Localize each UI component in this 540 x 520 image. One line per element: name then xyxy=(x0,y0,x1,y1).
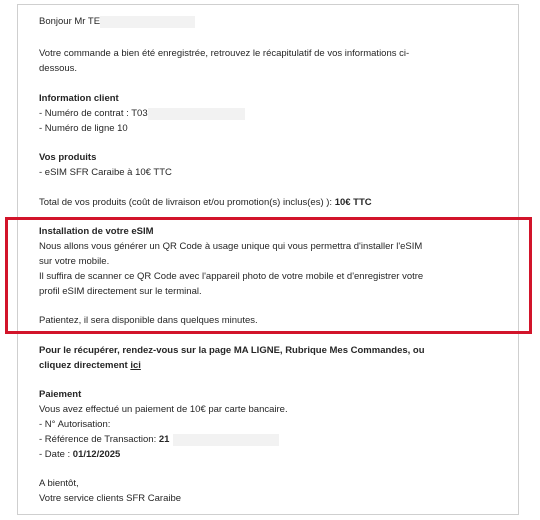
authorization-line: - N° Autorisation: xyxy=(39,419,111,430)
redacted-contract-number xyxy=(148,108,245,120)
esim-line-2: sur votre mobile. xyxy=(39,256,110,267)
retrieve-line-1: Pour le récupérer, rendez-vous sur la page MA LIGNE, Rubrique Mes Commandes, ou xyxy=(39,345,425,356)
esim-line-5: Patientez, il sera disponible dans quelques minutes. xyxy=(39,315,258,326)
payment-title: Paiement xyxy=(39,389,82,400)
total-amount: 10€ TTC xyxy=(334,197,372,208)
esim-title: Installation de votre eSIM xyxy=(39,226,154,237)
transaction-ref-line xyxy=(39,434,279,446)
closing-line-1: A bientôt, xyxy=(39,478,79,489)
intro-line-2: dessous. xyxy=(39,63,78,74)
client-info-title: Information client xyxy=(39,93,119,104)
esim-line-1: Nous allons vous générer un QR Code à usage unique qui vous permettra d'installer l'eSIM xyxy=(39,241,423,252)
esim-line-4: profil eSIM directement sur le terminal. xyxy=(39,286,202,297)
transaction-ref-value: 21 xyxy=(158,434,170,445)
intro-line-1: Votre commande a bien été enregistrée, retrouvez le récapitulatif de vos informations ci- xyxy=(39,48,410,59)
contract-number-line xyxy=(39,108,245,120)
date-label: - Date : xyxy=(39,449,73,460)
mes-commandes-link[interactable]: ici xyxy=(130,360,141,371)
product-item: - eSIM SFR Caraibe à 10€ TTC xyxy=(39,167,172,178)
esim-line-3: Il suffira de scanner ce QR Code avec l'appareil photo de votre mobile et d'enregistrer votre xyxy=(39,271,424,282)
line-number: - Numéro de ligne 10 xyxy=(39,123,128,134)
total-label: Total de vos produits (coût de livraison et/ou promotion(s) inclus(es) ): xyxy=(39,197,335,208)
redacted-transaction-ref xyxy=(173,434,279,446)
date-value: 01/12/2025 xyxy=(72,449,121,460)
payment-line-1: Vous avez effectué un paiement de 10€ par carte bancaire. xyxy=(39,404,288,415)
products-title: Vos produits xyxy=(39,152,97,163)
contract-number-label: - Numéro de contrat : T03 xyxy=(39,108,148,119)
retrieve-text: cliquez directement xyxy=(39,360,131,371)
total-line xyxy=(39,197,372,209)
redacted-name xyxy=(100,16,195,28)
retrieve-line-2 xyxy=(39,360,141,372)
closing-line-2: Votre service clients SFR Caraibe xyxy=(39,493,182,504)
greeting-text: Bonjour Mr TE xyxy=(39,16,101,27)
greeting-line xyxy=(39,16,195,28)
date-line xyxy=(39,449,120,461)
transaction-ref-label: - Référence de Transaction: xyxy=(39,434,159,445)
